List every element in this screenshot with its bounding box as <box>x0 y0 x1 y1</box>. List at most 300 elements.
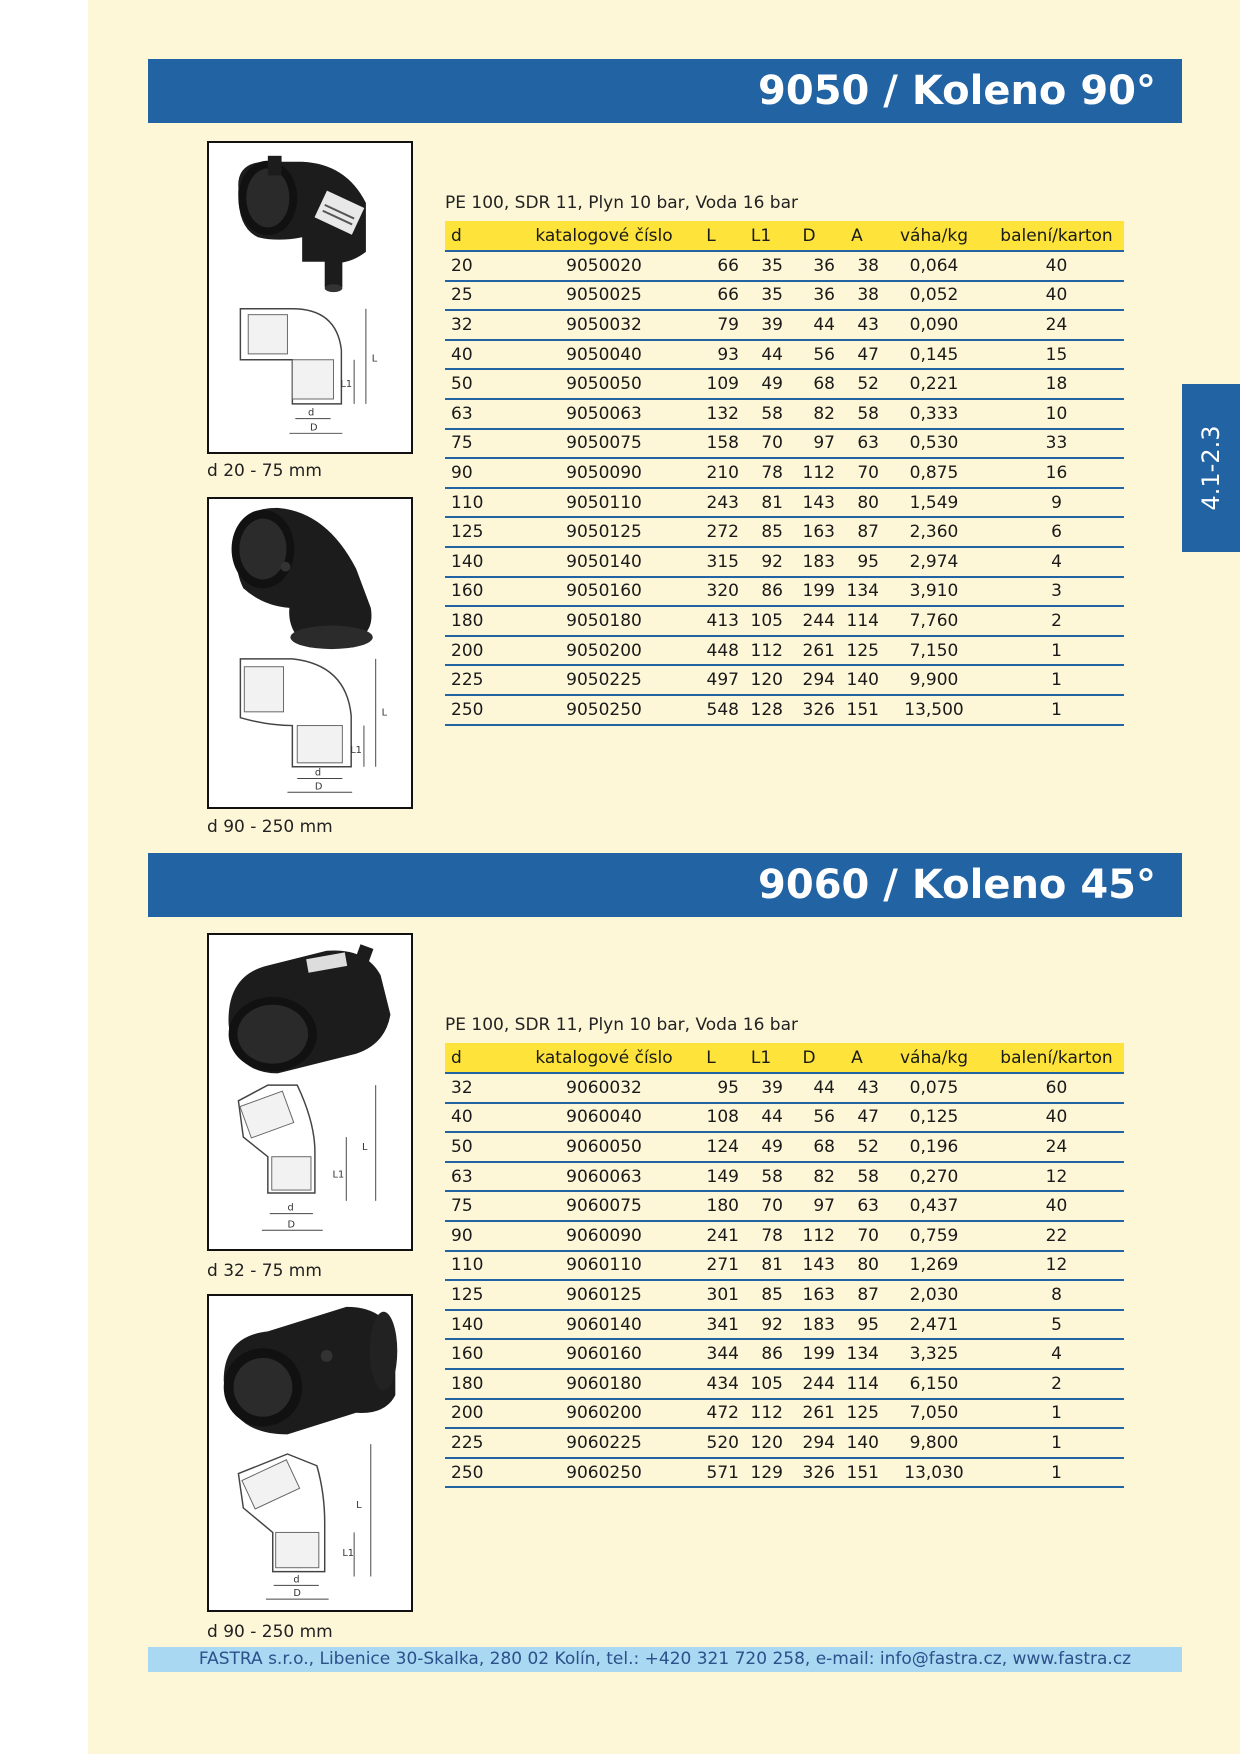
table-cell: 0,125 <box>879 1103 989 1133</box>
table-cell: 326 <box>783 695 835 725</box>
table-cell: 2 <box>989 1369 1124 1399</box>
table-cell: 0,145 <box>879 340 989 370</box>
table-cell: 40 <box>989 1103 1124 1133</box>
table-cell: 158 <box>683 429 739 459</box>
table-cell: 70 <box>739 1191 783 1221</box>
table-cell: 9060063 <box>525 1162 683 1192</box>
table-cell: 8 <box>989 1280 1124 1310</box>
column-header: váha/kg <box>879 221 989 251</box>
table-cell: 520 <box>683 1428 739 1458</box>
table-cell: 9050200 <box>525 636 683 666</box>
spec-line: PE 100, SDR 11, Plyn 10 bar, Voda 16 bar <box>445 193 798 213</box>
table-cell: 199 <box>783 577 835 607</box>
table-cell: 2,471 <box>879 1310 989 1340</box>
table-cell: 49 <box>739 1132 783 1162</box>
chapter-tab-label: 4.1-2.3 <box>1197 425 1225 511</box>
table-row <box>445 1310 1124 1340</box>
image-caption: d 90 - 250 mm <box>207 817 333 837</box>
table-cell: 0,196 <box>879 1132 989 1162</box>
table-cell: 95 <box>835 1310 879 1340</box>
table-row <box>445 517 1124 547</box>
table-cell: 1,549 <box>879 488 989 518</box>
table-cell: 225 <box>445 1428 525 1458</box>
table-cell: 200 <box>445 1399 525 1429</box>
table-cell: 105 <box>739 606 783 636</box>
table-cell: 63 <box>835 1191 879 1221</box>
table-cell: 43 <box>835 1073 879 1103</box>
column-header: A <box>835 221 879 251</box>
table-cell: 120 <box>739 1428 783 1458</box>
table-cell: 1 <box>989 665 1124 695</box>
table-cell: 7,150 <box>879 636 989 666</box>
table-cell: 225 <box>445 665 525 695</box>
table-cell: 79 <box>683 310 739 340</box>
table-cell: 140 <box>445 547 525 577</box>
table-cell: 571 <box>683 1458 739 1488</box>
table-row <box>445 1458 1124 1488</box>
section-title-9050: 9050 / Koleno 90° <box>148 59 1182 123</box>
table-cell: 112 <box>739 636 783 666</box>
table-cell: 9050020 <box>525 251 683 281</box>
table-cell: 151 <box>835 1458 879 1488</box>
table-cell: 244 <box>783 1369 835 1399</box>
table-cell: 472 <box>683 1399 739 1429</box>
table-header-row <box>445 1043 1124 1073</box>
table-cell: 66 <box>683 281 739 311</box>
table-cell: 52 <box>835 369 879 399</box>
table-cell: 140 <box>835 1428 879 1458</box>
table-cell: 36 <box>783 281 835 311</box>
table-cell: 0,090 <box>879 310 989 340</box>
table-cell: 9050063 <box>525 399 683 429</box>
table-cell: 24 <box>989 310 1124 340</box>
drawing-label-D: D <box>310 422 318 434</box>
table-row <box>445 1428 1124 1458</box>
table-row <box>445 1191 1124 1221</box>
table-cell: 9060075 <box>525 1191 683 1221</box>
table-cell: 241 <box>683 1221 739 1251</box>
table-cell: 85 <box>739 1280 783 1310</box>
table-cell: 112 <box>783 458 835 488</box>
table-cell: 87 <box>835 517 879 547</box>
table-cell: 52 <box>835 1132 879 1162</box>
table-cell: 25 <box>445 281 525 311</box>
table-row <box>445 1221 1124 1251</box>
table-cell: 114 <box>835 1369 879 1399</box>
table-cell: 180 <box>683 1191 739 1221</box>
table-cell: 15 <box>989 340 1124 370</box>
column-header: katalogové číslo <box>525 221 683 251</box>
table-cell: 85 <box>739 517 783 547</box>
table-row <box>445 1103 1124 1133</box>
image-caption: d 20 - 75 mm <box>207 461 322 481</box>
table-cell: 92 <box>739 1310 783 1340</box>
table-cell: 80 <box>835 488 879 518</box>
dimensions-table-9060 <box>445 1043 1124 1488</box>
table-cell: 434 <box>683 1369 739 1399</box>
drawing-label-L: L <box>381 707 388 719</box>
table-cell: 56 <box>783 1103 835 1133</box>
table-cell: 9050040 <box>525 340 683 370</box>
table-cell: 12 <box>989 1162 1124 1192</box>
table-cell: 35 <box>739 281 783 311</box>
table-cell: 80 <box>835 1251 879 1281</box>
table-cell: 13,030 <box>879 1458 989 1488</box>
chapter-tab <box>1182 384 1240 552</box>
table-cell: 125 <box>835 636 879 666</box>
table-cell: 109 <box>683 369 739 399</box>
drawing-label-D: D <box>293 1588 301 1600</box>
table-cell: 36 <box>783 251 835 281</box>
table-cell: 261 <box>783 636 835 666</box>
table-cell: 3,910 <box>879 577 989 607</box>
table-cell: 151 <box>835 695 879 725</box>
table-cell: 38 <box>835 281 879 311</box>
table-cell: 16 <box>989 458 1124 488</box>
table-cell: 149 <box>683 1162 739 1192</box>
table-cell: 124 <box>683 1132 739 1162</box>
table-cell: 44 <box>783 1073 835 1103</box>
table-cell: 9050025 <box>525 281 683 311</box>
table-cell: 95 <box>835 547 879 577</box>
table-cell: 97 <box>783 1191 835 1221</box>
table-cell: 1 <box>989 636 1124 666</box>
table-cell: 108 <box>683 1103 739 1133</box>
table-cell: 7,050 <box>879 1399 989 1429</box>
table-cell: 294 <box>783 665 835 695</box>
column-header: katalogové číslo <box>525 1043 683 1073</box>
table-row <box>445 1399 1124 1429</box>
table-cell: 40 <box>989 281 1124 311</box>
drawing-label-L: L <box>356 1499 362 1511</box>
table-cell: 1 <box>989 695 1124 725</box>
table-cell: 47 <box>835 1103 879 1133</box>
table-cell: 140 <box>835 665 879 695</box>
table-cell: 9060250 <box>525 1458 683 1488</box>
table-cell: 75 <box>445 1191 525 1221</box>
drawing-label-D: D <box>314 781 323 793</box>
table-cell: 448 <box>683 636 739 666</box>
table-cell: 0,437 <box>879 1191 989 1221</box>
column-header: L1 <box>739 221 783 251</box>
table-cell: 5 <box>989 1310 1124 1340</box>
table-cell: 199 <box>783 1339 835 1369</box>
product-image-elbow90-small <box>207 141 413 454</box>
table-cell: 50 <box>445 369 525 399</box>
table-cell: 114 <box>835 606 879 636</box>
column-header: D <box>783 221 835 251</box>
table-cell: 163 <box>783 517 835 547</box>
table-cell: 243 <box>683 488 739 518</box>
table-cell: 6,150 <box>879 1369 989 1399</box>
table-row <box>445 281 1124 311</box>
table-row <box>445 636 1124 666</box>
drawing-label-L1: L1 <box>332 1169 345 1181</box>
table-cell: 86 <box>739 577 783 607</box>
table-cell: 9060180 <box>525 1369 683 1399</box>
table-cell: 18 <box>989 369 1124 399</box>
table-row <box>445 1280 1124 1310</box>
product-image-elbow90-large <box>207 497 413 809</box>
table-cell: 58 <box>739 399 783 429</box>
table-cell: 0,064 <box>879 251 989 281</box>
table-cell: 44 <box>739 1103 783 1133</box>
table-cell: 344 <box>683 1339 739 1369</box>
table-cell: 134 <box>835 1339 879 1369</box>
table-cell: 140 <box>445 1310 525 1340</box>
section-title-9060: 9060 / Koleno 45° <box>148 853 1182 917</box>
table-cell: 90 <box>445 458 525 488</box>
table-cell: 9060110 <box>525 1251 683 1281</box>
table-cell: 9050125 <box>525 517 683 547</box>
table-row <box>445 488 1124 518</box>
table-cell: 271 <box>683 1251 739 1281</box>
table-cell: 40 <box>989 1191 1124 1221</box>
table-cell: 413 <box>683 606 739 636</box>
table-cell: 9060032 <box>525 1073 683 1103</box>
table-cell: 82 <box>783 1162 835 1192</box>
table-cell: 78 <box>739 1221 783 1251</box>
drawing-label-L1: L1 <box>340 379 353 391</box>
table-cell: 250 <box>445 1458 525 1488</box>
table-cell: 183 <box>783 547 835 577</box>
table-row <box>445 1132 1124 1162</box>
table-cell: 9050050 <box>525 369 683 399</box>
table-cell: 0,052 <box>879 281 989 311</box>
table-cell: 22 <box>989 1221 1124 1251</box>
table-cell: 320 <box>683 577 739 607</box>
table-cell: 9050090 <box>525 458 683 488</box>
table-cell: 2,360 <box>879 517 989 547</box>
table-cell: 9060225 <box>525 1428 683 1458</box>
table-cell: 261 <box>783 1399 835 1429</box>
table-cell: 134 <box>835 577 879 607</box>
table-row <box>445 606 1124 636</box>
table-header-row <box>445 221 1124 251</box>
table-cell: 9,900 <box>879 665 989 695</box>
table-cell: 9060090 <box>525 1221 683 1251</box>
table-row <box>445 1162 1124 1192</box>
table-cell: 0,875 <box>879 458 989 488</box>
table-cell: 4 <box>989 1339 1124 1369</box>
table-cell: 125 <box>835 1399 879 1429</box>
table-row <box>445 369 1124 399</box>
column-header: L <box>683 1043 739 1073</box>
drawing-label-d: d <box>308 407 315 419</box>
footer-contact: FASTRA s.r.o., Libenice 30-Skalka, 280 02 Kolín, tel.: +420 321 720 258, e-mail: info@fastra.cz, www.fastra.cz <box>148 1647 1182 1672</box>
table-cell: 40 <box>445 340 525 370</box>
product-image-elbow45-small <box>207 933 413 1251</box>
table-cell: 294 <box>783 1428 835 1458</box>
table-cell: 9060200 <box>525 1399 683 1429</box>
table-cell: 9050075 <box>525 429 683 459</box>
table-cell: 2,974 <box>879 547 989 577</box>
table-row <box>445 429 1124 459</box>
drawing-label-d: d <box>293 1574 300 1586</box>
table-row <box>445 1251 1124 1281</box>
drawing-label-D: D <box>287 1219 295 1231</box>
table-cell: 6 <box>989 517 1124 547</box>
table-cell: 9060125 <box>525 1280 683 1310</box>
table-cell: 49 <box>739 369 783 399</box>
table-cell: 40 <box>989 251 1124 281</box>
table-cell: 2,030 <box>879 1280 989 1310</box>
table-cell: 326 <box>783 1458 835 1488</box>
table-cell: 0,221 <box>879 369 989 399</box>
table-cell: 63 <box>445 399 525 429</box>
table-cell: 43 <box>835 310 879 340</box>
table-cell: 63 <box>445 1162 525 1192</box>
table-row <box>445 310 1124 340</box>
table-cell: 58 <box>739 1162 783 1192</box>
table-cell: 2 <box>989 606 1124 636</box>
table-cell: 9,800 <box>879 1428 989 1458</box>
table-cell: 66 <box>683 251 739 281</box>
table-cell: 301 <box>683 1280 739 1310</box>
drawing-label-L: L <box>371 353 378 365</box>
table-row <box>445 665 1124 695</box>
table-cell: 90 <box>445 1221 525 1251</box>
column-header: d <box>445 1043 525 1073</box>
table-cell: 56 <box>783 340 835 370</box>
table-cell: 70 <box>835 1221 879 1251</box>
table-cell: 341 <box>683 1310 739 1340</box>
table-cell: 9050140 <box>525 547 683 577</box>
product-image-elbow45-large <box>207 1294 413 1612</box>
table-cell: 143 <box>783 488 835 518</box>
table-cell: 143 <box>783 1251 835 1281</box>
column-header: A <box>835 1043 879 1073</box>
table-row <box>445 458 1124 488</box>
table-cell: 38 <box>835 251 879 281</box>
table-cell: 58 <box>835 1162 879 1192</box>
table-cell: 4 <box>989 547 1124 577</box>
table-cell: 1 <box>989 1458 1124 1488</box>
table-cell: 9050225 <box>525 665 683 695</box>
drawing-label-L1: L1 <box>342 1547 355 1559</box>
table-cell: 40 <box>445 1103 525 1133</box>
table-cell: 120 <box>739 665 783 695</box>
table-cell: 250 <box>445 695 525 725</box>
table-cell: 44 <box>739 340 783 370</box>
table-cell: 87 <box>835 1280 879 1310</box>
table-row <box>445 1339 1124 1369</box>
table-cell: 0,759 <box>879 1221 989 1251</box>
table-cell: 210 <box>683 458 739 488</box>
drawing-label-L: L <box>361 1141 368 1153</box>
table-row <box>445 577 1124 607</box>
table-cell: 39 <box>739 1073 783 1103</box>
table-cell: 0,075 <box>879 1073 989 1103</box>
column-header: balení/karton <box>989 221 1124 251</box>
table-cell: 86 <box>739 1339 783 1369</box>
table-cell: 20 <box>445 251 525 281</box>
table-cell: 132 <box>683 399 739 429</box>
table-cell: 9060050 <box>525 1132 683 1162</box>
table-cell: 0,333 <box>879 399 989 429</box>
table-cell: 9050032 <box>525 310 683 340</box>
column-header: L1 <box>739 1043 783 1073</box>
table-cell: 68 <box>783 369 835 399</box>
table-cell: 3 <box>989 577 1124 607</box>
table-cell: 180 <box>445 1369 525 1399</box>
table-cell: 50 <box>445 1132 525 1162</box>
column-header: d <box>445 221 525 251</box>
table-cell: 24 <box>989 1132 1124 1162</box>
table-cell: 60 <box>989 1073 1124 1103</box>
table-cell: 112 <box>739 1399 783 1429</box>
table-cell: 1 <box>989 1428 1124 1458</box>
table-cell: 78 <box>739 458 783 488</box>
column-header: D <box>783 1043 835 1073</box>
table-cell: 32 <box>445 1073 525 1103</box>
table-cell: 244 <box>783 606 835 636</box>
table-cell: 160 <box>445 1339 525 1369</box>
drawing-label-d: d <box>314 767 322 779</box>
table-cell: 12 <box>989 1251 1124 1281</box>
table-cell: 63 <box>835 429 879 459</box>
table-row <box>445 1073 1124 1103</box>
table-cell: 272 <box>683 517 739 547</box>
table-cell: 548 <box>683 695 739 725</box>
table-row <box>445 695 1124 725</box>
table-cell: 81 <box>739 1251 783 1281</box>
table-row <box>445 1369 1124 1399</box>
table-cell: 81 <box>739 488 783 518</box>
table-cell: 82 <box>783 399 835 429</box>
table-row <box>445 547 1124 577</box>
table-cell: 128 <box>739 695 783 725</box>
table-cell: 183 <box>783 1310 835 1340</box>
table-cell: 110 <box>445 1251 525 1281</box>
table-cell: 105 <box>739 1369 783 1399</box>
table-cell: 160 <box>445 577 525 607</box>
table-cell: 32 <box>445 310 525 340</box>
table-cell: 93 <box>683 340 739 370</box>
table-cell: 200 <box>445 636 525 666</box>
table-cell: 68 <box>783 1132 835 1162</box>
column-header: L <box>683 221 739 251</box>
table-cell: 95 <box>683 1073 739 1103</box>
column-header: váha/kg <box>879 1043 989 1073</box>
table-cell: 9050250 <box>525 695 683 725</box>
table-cell: 3,325 <box>879 1339 989 1369</box>
drawing-label-d: d <box>287 1202 294 1214</box>
table-cell: 9050110 <box>525 488 683 518</box>
table-cell: 75 <box>445 429 525 459</box>
table-cell: 70 <box>835 458 879 488</box>
table-cell: 47 <box>835 340 879 370</box>
table-cell: 9060140 <box>525 1310 683 1340</box>
image-caption: d 32 - 75 mm <box>207 1261 322 1281</box>
table-row <box>445 399 1124 429</box>
table-cell: 39 <box>739 310 783 340</box>
drawing-label-L1: L1 <box>350 745 362 757</box>
table-cell: 10 <box>989 399 1124 429</box>
table-cell: 125 <box>445 1280 525 1310</box>
table-cell: 9060040 <box>525 1103 683 1133</box>
table-cell: 163 <box>783 1280 835 1310</box>
column-header: balení/karton <box>989 1043 1124 1073</box>
table-cell: 9050160 <box>525 577 683 607</box>
table-cell: 0,530 <box>879 429 989 459</box>
table-cell: 180 <box>445 606 525 636</box>
table-cell: 112 <box>783 1221 835 1251</box>
image-caption: d 90 - 250 mm <box>207 1622 333 1642</box>
table-cell: 1,269 <box>879 1251 989 1281</box>
table-cell: 44 <box>783 310 835 340</box>
table-cell: 92 <box>739 547 783 577</box>
